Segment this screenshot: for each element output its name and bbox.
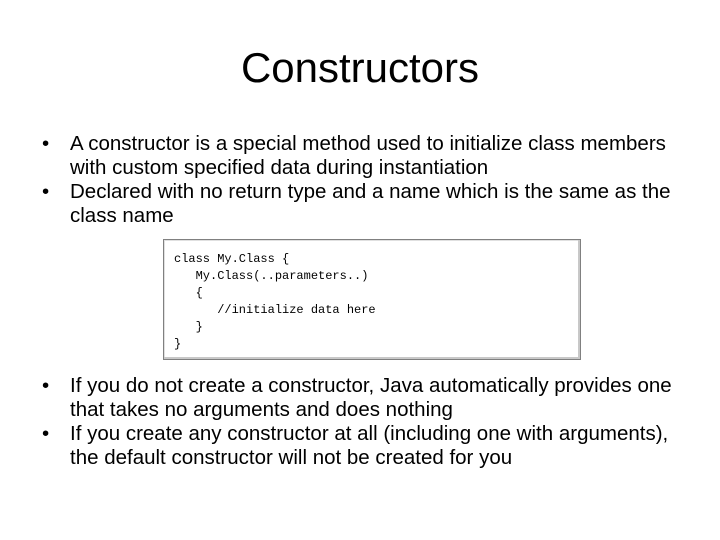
code-snippet [174,251,376,353]
code-line: } [174,320,203,334]
bullet-icon: • [42,422,50,445]
bullet-list-top [42,132,692,228]
code-line: } [174,337,182,351]
slide-title: Constructors [240,44,480,91]
bullet-text: If you do not create a constructor, Java automatically provides one that takes no arguments and does nothing [70,374,672,421]
bullet-list-bottom [42,374,692,470]
bullet-text: A constructor is a special method used to initialize class members with custom specified data during instantiation [70,132,666,179]
code-line: { [174,286,203,300]
code-line: class My.Class { [174,252,290,266]
code-snippet-box [163,239,581,360]
bullet-icon: • [42,132,50,155]
bullet-item [42,180,692,228]
code-line: //initialize data here [174,303,376,317]
bullet-item [42,374,692,422]
bullet-text: If you create any constructor at all (including one with arguments), the default constructor will not be created for you [70,422,669,469]
bullet-text: Declared with no return type and a name which is the same as the class name [70,180,671,227]
bullet-icon: • [42,180,50,203]
code-line: My.Class(..parameters..) [174,269,369,283]
bullet-icon: • [42,374,50,397]
bullet-item [42,422,692,470]
bullet-item [42,132,692,180]
